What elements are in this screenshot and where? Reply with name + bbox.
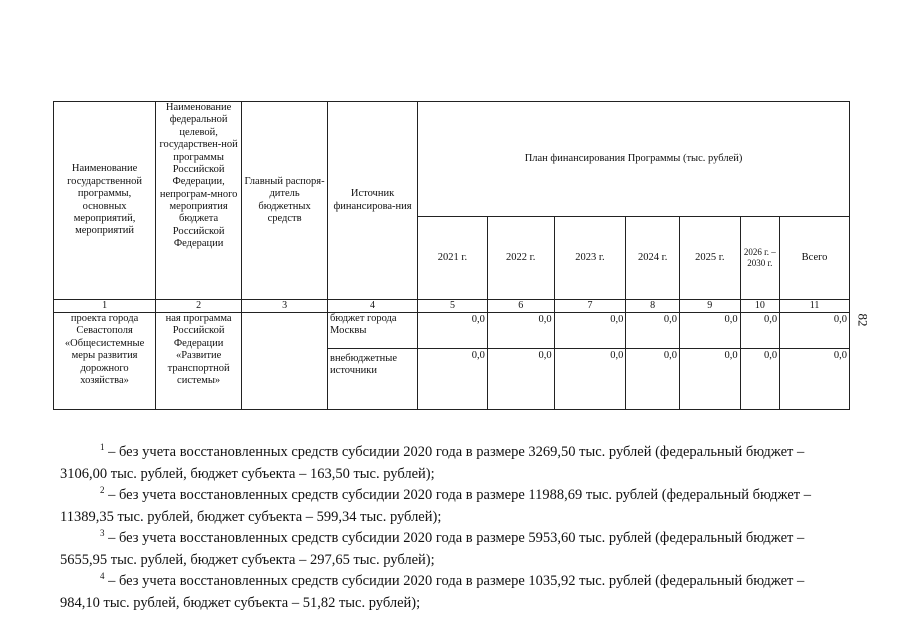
footnote-line: 5655,95 тыс. рублей, бюджет субъекта – 297,65 тыс. рублей); [60, 551, 435, 568]
value-cell: 0,0 [487, 313, 554, 349]
value-cell: 0,0 [554, 313, 626, 349]
value-cell: 0,0 [679, 349, 740, 410]
footnote-mark: 4 [100, 571, 105, 582]
column-number-row [54, 300, 850, 313]
value-cell: 0,0 [740, 349, 779, 410]
header-budget-manager: Главный распоря-дитель бюджетных средств [242, 102, 328, 300]
funding-source-cell: бюджет города Москвы [328, 313, 418, 349]
header-year-2022: 2022 г. [487, 217, 554, 300]
value-cell: 0,0 [418, 313, 488, 349]
value-cell: 0,0 [418, 349, 488, 410]
col-number: 3 [242, 300, 328, 313]
footnote-text: – без учета восстановленных средств субсидии 2020 года в размере 3269,50 тыс. рублей (федеральный бюджет – [104, 444, 805, 460]
col-number: 1 [54, 300, 156, 313]
value-cell: 0,0 [780, 349, 850, 410]
footnote-line [60, 528, 853, 550]
header-total: Всего [780, 217, 850, 300]
col-number: 4 [328, 300, 418, 313]
col-number: 2 [156, 300, 242, 313]
footnote-line: 3106,00 тыс. рублей, бюджет субъекта – 163,50 тыс. рублей); [60, 465, 435, 482]
header-financing-plan: План финансирования Программы (тыс. рублей) [418, 102, 850, 217]
header-funding-source: Источник финансирова-ния [328, 102, 418, 300]
col-number: 8 [626, 300, 680, 313]
value-cell: 0,0 [679, 313, 740, 349]
footnote-line [60, 485, 853, 507]
footnotes [60, 442, 853, 614]
footnote-line [60, 571, 853, 593]
value-cell: 0,0 [626, 313, 680, 349]
table-row [54, 313, 850, 349]
footnote-text: – без учета восстановленных средств субсидии 2020 года в размере 11988,69 тыс. рублей (федеральный бюджет – [104, 487, 811, 503]
footnote-line [60, 442, 853, 464]
header-year-2023: 2023 г. [554, 217, 626, 300]
col-number: 5 [418, 300, 488, 313]
value-cell: 0,0 [780, 313, 850, 349]
header-year-2024: 2024 г. [626, 217, 680, 300]
program-name-cell: проекта города Севастополя «Общесистемные меры развития дорожного хозяйства» [54, 313, 156, 410]
col-number: 7 [554, 300, 626, 313]
value-cell: 0,0 [626, 349, 680, 410]
col-number: 10 [740, 300, 779, 313]
footnote-mark: 3 [100, 528, 105, 539]
header-program-name: Наименование государственной программы, основных мероприятий, мероприятий [54, 102, 156, 300]
funding-source-cell: внебюджетные источники [328, 349, 418, 410]
header-year-2025: 2025 г. [679, 217, 740, 300]
value-cell: 0,0 [487, 349, 554, 410]
header-federal-program: Наименование федеральной целевой, государствен-ной программы Российской Федерации, непрограм-много мероприятия бюджета Российской Федерации [156, 102, 242, 300]
value-cell: 0,0 [554, 349, 626, 410]
footnote-line: 984,10 тыс. рублей, бюджет субъекта – 51,82 тыс. рублей); [60, 594, 421, 611]
col-number: 9 [679, 300, 740, 313]
financing-table [53, 101, 850, 410]
page-number: 82 [855, 313, 871, 327]
col-number: 11 [780, 300, 850, 313]
footnote-line: 11389,35 тыс. рублей, бюджет субъекта – 599,34 тыс. рублей); [60, 508, 442, 525]
budget-manager-cell [242, 313, 328, 410]
header-year-2021: 2021 г. [418, 217, 488, 300]
federal-program-cell: ная программа Российской Федерации «Развитие транспортной системы» [156, 313, 242, 410]
footnote-mark: 2 [100, 485, 105, 496]
footnote-mark: 1 [100, 442, 105, 453]
footnote-text: – без учета восстановленных средств субсидии 2020 года в размере 1035,92 тыс. рублей (федеральный бюджет – [104, 573, 805, 589]
footnote-text: – без учета восстановленных средств субсидии 2020 года в размере 5953,60 тыс. рублей (федеральный бюджет – [104, 530, 805, 546]
header-year-2026-2030: 2026 г. – 2030 г. [740, 217, 779, 300]
col-number: 6 [487, 300, 554, 313]
value-cell: 0,0 [740, 313, 779, 349]
